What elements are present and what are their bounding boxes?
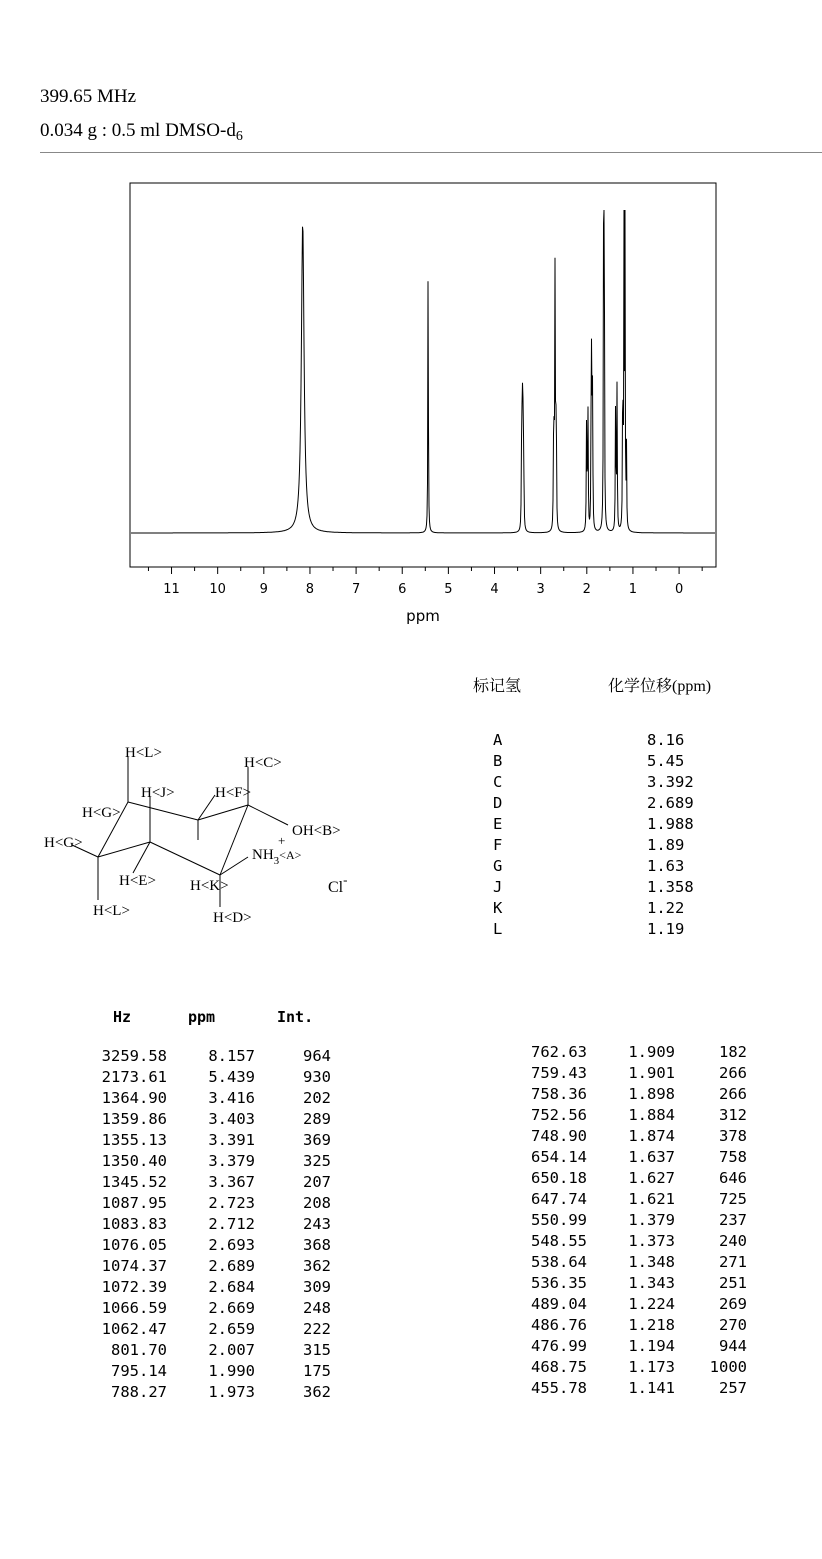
peak-ppm: 3.367 (208, 1173, 255, 1191)
peak-hz: 650.18 (531, 1169, 587, 1187)
shift-row (490, 856, 720, 877)
peak-ppm: 1.990 (208, 1362, 255, 1380)
peak-int: 758 (719, 1148, 747, 1166)
peak-row (85, 1193, 335, 1214)
peak-int: 182 (719, 1043, 747, 1061)
peak-int: 237 (719, 1211, 747, 1229)
cl-charge: - (343, 872, 348, 887)
plot-frame (130, 183, 716, 567)
spectrum-trace (131, 210, 715, 533)
label-plus: + (278, 833, 286, 848)
peak-ppm: 1.973 (208, 1383, 255, 1401)
peak-row (505, 1105, 755, 1126)
shift-row (490, 772, 720, 793)
peak-ppm: 8.157 (208, 1047, 255, 1065)
peak-hz: 489.04 (531, 1295, 587, 1313)
peak-int: 202 (303, 1089, 331, 1107)
peak-row (505, 1315, 755, 1336)
peak-row (85, 1382, 335, 1403)
peak-hz: 795.14 (111, 1362, 167, 1380)
peak-row (85, 1340, 335, 1361)
shift-row-value: 1.988 (647, 815, 694, 833)
peak-int: 362 (303, 1257, 331, 1275)
peak-ppm: 2.712 (208, 1215, 255, 1233)
peak-ppm: 3.391 (208, 1131, 255, 1149)
shift-row (490, 730, 720, 751)
nmr-spectrum-chart (0, 0, 822, 640)
peak-ppm: 2.007 (208, 1341, 255, 1359)
shift-row (490, 751, 720, 772)
peak-int: 289 (303, 1110, 331, 1128)
peak-hz: 536.35 (531, 1274, 587, 1292)
peak-hz: 801.70 (111, 1341, 167, 1359)
peak-ppm: 1.909 (628, 1043, 675, 1061)
peak-row (505, 1357, 755, 1378)
label-h-e: H<E> (119, 873, 156, 889)
peak-int: 269 (719, 1295, 747, 1313)
x-tick-label: 1 (628, 582, 638, 597)
peak-row (505, 1231, 755, 1252)
peak-hz: 1066.59 (101, 1299, 167, 1317)
x-axis-ticks (148, 567, 702, 597)
peak-row (85, 1214, 335, 1235)
peak-row (505, 1273, 755, 1294)
x-tick-label: 10 (209, 582, 226, 597)
peak-int: 325 (303, 1152, 331, 1170)
peak-hz: 1359.86 (101, 1110, 167, 1128)
col-ppm-header: ppm (188, 1008, 216, 1026)
peak-hz: 759.43 (531, 1064, 587, 1082)
chloride-ion (328, 872, 347, 896)
label-oh-b: OH<B> (292, 823, 341, 839)
peak-hz: 1076.05 (101, 1236, 167, 1254)
shift-row-value: 1.89 (647, 836, 685, 854)
shift-row-label: L (493, 920, 503, 938)
x-tick-label: 8 (305, 582, 315, 597)
shift-row-value: 3.392 (647, 773, 694, 791)
peak-int: 1000 (709, 1358, 747, 1376)
peak-hz: 476.99 (531, 1337, 587, 1355)
shift-row (490, 877, 720, 898)
x-axis-label: ppm (406, 607, 440, 625)
peak-hz: 486.76 (531, 1316, 587, 1334)
structure-bonds (72, 757, 288, 907)
peak-int: 646 (719, 1169, 747, 1187)
peak-int: 248 (303, 1299, 331, 1317)
peak-hz: 1074.37 (101, 1257, 167, 1275)
peak-int: 369 (303, 1131, 331, 1149)
col-hz-header: Hz (113, 1008, 132, 1026)
shift-header-value: 化学位移(ppm) (608, 678, 712, 695)
peak-ppm: 3.379 (208, 1152, 255, 1170)
label-h-d: H<D> (213, 910, 252, 926)
peak-ppm: 1.874 (628, 1127, 675, 1145)
x-tick-label: 6 (398, 582, 407, 597)
label-h-k: H<K> (190, 878, 229, 894)
peak-table-right (505, 1042, 755, 1399)
peak-int: 240 (719, 1232, 747, 1250)
peak-ppm: 2.723 (208, 1194, 255, 1212)
shift-row-value: 1.22 (647, 899, 685, 917)
shift-row-value: 2.689 (647, 794, 694, 812)
peak-row (85, 1298, 335, 1319)
x-tick-label: 5 (444, 582, 453, 597)
peak-row (85, 1361, 335, 1382)
peak-row (505, 1126, 755, 1147)
peak-row (505, 1063, 755, 1084)
peak-row (505, 1294, 755, 1315)
shift-row-label: C (493, 773, 503, 791)
peak-hz: 1364.90 (101, 1089, 167, 1107)
peak-hz: 788.27 (111, 1383, 167, 1401)
peak-hz: 748.90 (531, 1127, 587, 1145)
shift-row-label: E (493, 815, 503, 833)
peak-ppm: 1.348 (628, 1253, 675, 1271)
spectrometer-frequency: 399.65 MHz (40, 86, 137, 107)
peak-ppm: 1.901 (628, 1064, 675, 1082)
peak-table-left (85, 1046, 335, 1403)
peak-int: 378 (719, 1127, 747, 1145)
peak-hz: 1355.13 (101, 1131, 167, 1149)
peak-int: 222 (303, 1320, 331, 1338)
peak-int: 243 (303, 1215, 331, 1233)
peak-int: 312 (719, 1106, 747, 1124)
peak-int: 362 (303, 1383, 331, 1401)
peak-ppm: 1.218 (628, 1316, 675, 1334)
peak-hz: 752.56 (531, 1106, 587, 1124)
peak-ppm: 1.379 (628, 1211, 675, 1229)
col-int-header: Int. (277, 1008, 314, 1026)
peak-row (505, 1042, 755, 1063)
x-tick-label: 2 (582, 582, 591, 597)
peak-row (85, 1172, 335, 1193)
x-tick-label: 3 (536, 582, 545, 597)
peak-int: 270 (719, 1316, 747, 1334)
sample-main: 0.034 g : 0.5 ml DMSO-d (40, 120, 236, 141)
shift-row (490, 793, 720, 814)
peak-row (85, 1109, 335, 1130)
shift-row (490, 898, 720, 919)
peak-hz: 1087.95 (101, 1194, 167, 1212)
shift-row-label: J (493, 878, 503, 896)
peak-ppm: 1.627 (628, 1169, 675, 1187)
shift-row-label: F (493, 836, 503, 854)
peak-ppm: 1.884 (628, 1106, 675, 1124)
peak-hz: 758.36 (531, 1085, 587, 1103)
shift-row-label: K (493, 899, 503, 917)
nh3-tag: <A> (279, 848, 302, 862)
molecular-structure (30, 735, 410, 945)
peak-ppm: 3.403 (208, 1110, 255, 1128)
label-h-g: H<G> (82, 805, 121, 821)
peak-hz: 1083.83 (101, 1215, 167, 1233)
peak-int: 930 (303, 1068, 331, 1086)
shift-row-value: 1.358 (647, 878, 694, 896)
peak-int: 271 (719, 1253, 747, 1271)
peak-ppm: 1.373 (628, 1232, 675, 1250)
peak-hz: 550.99 (531, 1211, 587, 1229)
peak-ppm: 2.693 (208, 1236, 255, 1254)
shift-row-label: G (493, 857, 503, 875)
peak-ppm: 3.416 (208, 1089, 255, 1107)
peak-ppm: 1.637 (628, 1148, 675, 1166)
shift-row-value: 8.16 (647, 731, 685, 749)
peak-int: 309 (303, 1278, 331, 1296)
peak-row (85, 1235, 335, 1256)
peak-hz: 1072.39 (101, 1278, 167, 1296)
peak-int: 725 (719, 1190, 747, 1208)
peak-hz: 468.75 (531, 1358, 587, 1376)
peak-hz: 2173.61 (101, 1068, 167, 1086)
shift-row-value: 1.19 (647, 920, 685, 938)
peak-ppm: 1.898 (628, 1085, 675, 1103)
peak-ppm: 5.439 (208, 1068, 255, 1086)
peak-ppm: 1.194 (628, 1337, 675, 1355)
peak-hz: 455.78 (531, 1379, 587, 1397)
peak-row (505, 1210, 755, 1231)
peak-hz: 1350.40 (101, 1152, 167, 1170)
cl-symbol: Cl (328, 879, 344, 896)
peak-row (85, 1151, 335, 1172)
peak-ppm: 1.141 (628, 1379, 675, 1397)
peak-int: 944 (719, 1337, 747, 1355)
sample-subscript: 6 (235, 129, 243, 144)
label-h-f: H<F> (215, 785, 252, 801)
label-h-g2: H<G> (44, 835, 83, 851)
x-tick-label: 9 (259, 582, 268, 597)
shift-row-label: D (493, 794, 503, 812)
shift-row-label: A (493, 731, 503, 749)
peak-hz: 1062.47 (101, 1320, 167, 1338)
label-h-l-bottom: H<L> (93, 903, 130, 919)
peak-row (85, 1256, 335, 1277)
shift-assignment-list (490, 730, 720, 940)
peak-ppm: 2.659 (208, 1320, 255, 1338)
peak-int: 257 (719, 1379, 747, 1397)
label-h-c: H<C> (244, 755, 282, 771)
peak-ppm: 1.343 (628, 1274, 675, 1292)
peak-row (85, 1088, 335, 1109)
x-tick-label: 11 (163, 582, 180, 597)
peak-row (505, 1147, 755, 1168)
peak-row (505, 1168, 755, 1189)
peak-int: 251 (719, 1274, 747, 1292)
peak-row (505, 1378, 755, 1399)
shift-row (490, 919, 720, 940)
x-tick-label: 7 (351, 582, 361, 597)
peak-hz: 762.63 (531, 1043, 587, 1061)
peak-int: 964 (303, 1047, 331, 1065)
peak-row (505, 1189, 755, 1210)
shift-header-label: 标记氢 (473, 678, 522, 695)
peak-row (85, 1319, 335, 1340)
peak-row (85, 1130, 335, 1151)
label-nh3 (252, 847, 302, 867)
shift-row-label: B (493, 752, 503, 770)
shift-row (490, 835, 720, 856)
peak-hz: 647.74 (531, 1190, 587, 1208)
peak-hz: 3259.58 (101, 1047, 167, 1065)
label-h-j: H<J> (141, 785, 175, 801)
shift-row-value: 5.45 (647, 752, 685, 770)
peak-int: 175 (303, 1362, 331, 1380)
peak-ppm: 2.684 (208, 1278, 255, 1296)
nh3-subscript: 3 (273, 855, 280, 867)
peak-ppm: 1.621 (628, 1190, 675, 1208)
peak-int: 207 (303, 1173, 331, 1191)
peak-ppm: 1.173 (628, 1358, 675, 1376)
x-tick-label: 0 (674, 582, 684, 597)
peak-ppm: 1.224 (628, 1295, 675, 1313)
peak-int: 315 (303, 1341, 331, 1359)
peak-int: 266 (719, 1085, 747, 1103)
shift-row-value: 1.63 (647, 857, 685, 875)
peak-int: 208 (303, 1194, 331, 1212)
label-h-l-top: H<L> (125, 745, 162, 761)
peak-ppm: 2.669 (208, 1299, 255, 1317)
peak-row (85, 1067, 335, 1088)
peak-row (85, 1277, 335, 1298)
peak-row (505, 1336, 755, 1357)
nh3-main: NH (252, 847, 274, 863)
peak-ppm: 2.689 (208, 1257, 255, 1275)
peak-row (505, 1084, 755, 1105)
peak-row (505, 1252, 755, 1273)
peak-hz: 548.55 (531, 1232, 587, 1250)
peak-int: 368 (303, 1236, 331, 1254)
peak-hz: 1345.52 (101, 1173, 167, 1191)
peak-row (85, 1046, 335, 1067)
peak-hz: 538.64 (531, 1253, 587, 1271)
x-tick-label: 4 (490, 582, 499, 597)
peak-hz: 654.14 (531, 1148, 587, 1166)
shift-row (490, 814, 720, 835)
peak-int: 266 (719, 1064, 747, 1082)
